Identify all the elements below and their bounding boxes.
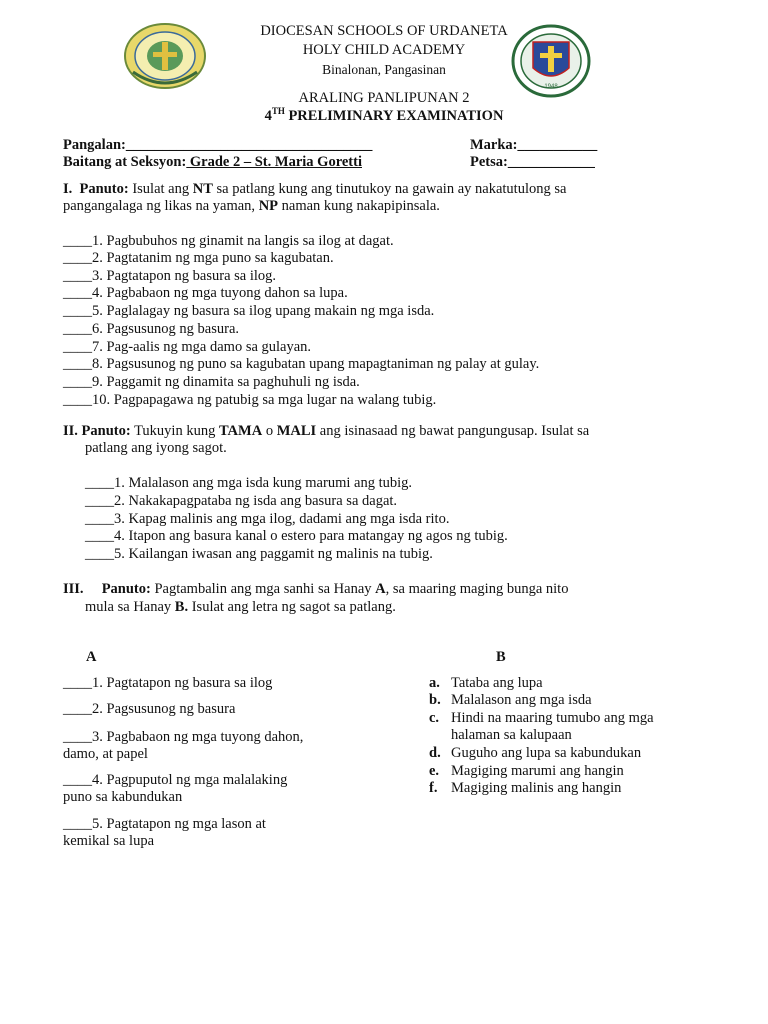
- section3-instruction: III. Panuto: Pagtambalin ang mga sanhi sa Hanay A, sa maaring maging bunga nito: [63, 581, 569, 597]
- list-item: ____8. Pagsusunog ng puno sa kagubatan upang mapagtaniman ng palay at gulay.: [63, 356, 540, 372]
- list-item: f. Magiging malinis ang hangin: [429, 780, 622, 796]
- section3-instruction-cont: mula sa Hanay B. Isulat ang letra ng sagot sa patlang.: [85, 599, 396, 615]
- list-item: a. Tataba ang lupa: [429, 675, 543, 691]
- list-item-cont: damo, at papel: [63, 746, 148, 762]
- list-item: d. Guguho ang lupa sa kabundukan: [429, 745, 642, 761]
- column-a-header: A: [86, 649, 97, 665]
- list-item: ____2. Pagtatanim ng mga puno sa kagubatan.: [63, 250, 334, 266]
- list-item: ____5. Pagtatapon ng mga lason at: [63, 816, 266, 832]
- section1-instruction: I. Panuto: Isulat ang NT sa patlang kung ang tinutukoy na gawain ay nakatutulong sa: [63, 181, 567, 197]
- list-item: ____4. Pagpuputol ng mga malalaking: [63, 772, 288, 788]
- list-item: ____10. Pagpapagawa ng patubig sa mga lugar na walang tubig.: [63, 392, 437, 408]
- list-item: ____3. Pagtatapon ng basura sa ilog.: [63, 268, 277, 284]
- list-item: c. Hindi na maaring tumubo ang mga: [429, 710, 654, 726]
- school-location: Binalonan, Pangasinan: [322, 62, 446, 77]
- name-field: Pangalan:__________________________________: [63, 137, 373, 153]
- list-item: ____3. Pagbabaon ng mga tuyong dahon,: [63, 729, 304, 745]
- section2-instruction: II. Panuto: Tukuyin kung TAMA o MALI ang isinasaad ng bawat pangungusap. Isulat sa: [63, 423, 590, 439]
- list-item: ____1. Pagtatapon ng basura sa ilog: [63, 675, 273, 691]
- list-item: ____2. Pagsusunog ng basura: [63, 701, 236, 717]
- subject-title: ARALING PANLIPUNAN 2: [298, 90, 470, 106]
- list-item: ____1. Pagbubuhos ng ginamit na langis sa ilog at dagat.: [63, 233, 394, 249]
- exam-title: 4TH PRELIMINARY EXAMINATION: [264, 106, 504, 124]
- list-item: ____9. Paggamit ng dinamita sa paghuhuli ng isda.: [63, 374, 360, 390]
- list-item: ____4. Pagbabaon ng mga tuyong dahon sa lupa.: [63, 285, 348, 301]
- school-name: DIOCESAN SCHOOLS OF URDANETA: [260, 23, 508, 39]
- column-b-header: B: [496, 649, 506, 665]
- list-item-cont: kemikal sa lupa: [63, 833, 155, 849]
- list-item: ____6. Pagsusunog ng basura.: [63, 321, 240, 337]
- list-item-cont: puno sa kabundukan: [63, 789, 183, 805]
- grade-section-field: Baitang at Seksyon: Grade 2 – St. Maria Goretti: [63, 154, 362, 170]
- svg-text:1948: 1948: [544, 84, 558, 90]
- section1-instruction-cont: pangangalaga ng likas na yaman, NP naman kung nakapipinsala.: [63, 198, 440, 214]
- section2-instruction-cont: patlang ang iyong sagot.: [85, 440, 227, 456]
- list-item: ____3. Kapag malinis ang mga ilog, dadami ang mga isda rito.: [85, 511, 450, 527]
- academy-name: HOLY CHILD ACADEMY: [302, 42, 466, 58]
- list-item: ____7. Pag-aalis ng mga damo sa gulayan.: [63, 339, 312, 355]
- list-item: ____2. Nakakapagpataba ng isda ang basura sa dagat.: [85, 493, 398, 509]
- list-item: ____4. Itapon ang basura kanal o estero para matangay ng agos ng tubig.: [85, 528, 508, 544]
- list-item-cont: halaman sa kalupaan: [451, 727, 572, 743]
- list-item: ____5. Kailangan iwasan ang paggamit ng malinis na tubig.: [85, 546, 433, 562]
- list-item: b. Malalason ang mga isda: [429, 692, 592, 708]
- score-field: Marka:___________: [470, 137, 598, 153]
- list-item: ____1. Malalason ang mga isda kung marumi ang tubig.: [85, 475, 413, 491]
- list-item: ____5. Paglalagay ng basura sa ilog upang makain ng mga isda.: [63, 303, 435, 319]
- list-item: e. Magiging marumi ang hangin: [429, 763, 624, 779]
- date-field: Petsa:____________: [470, 154, 595, 170]
